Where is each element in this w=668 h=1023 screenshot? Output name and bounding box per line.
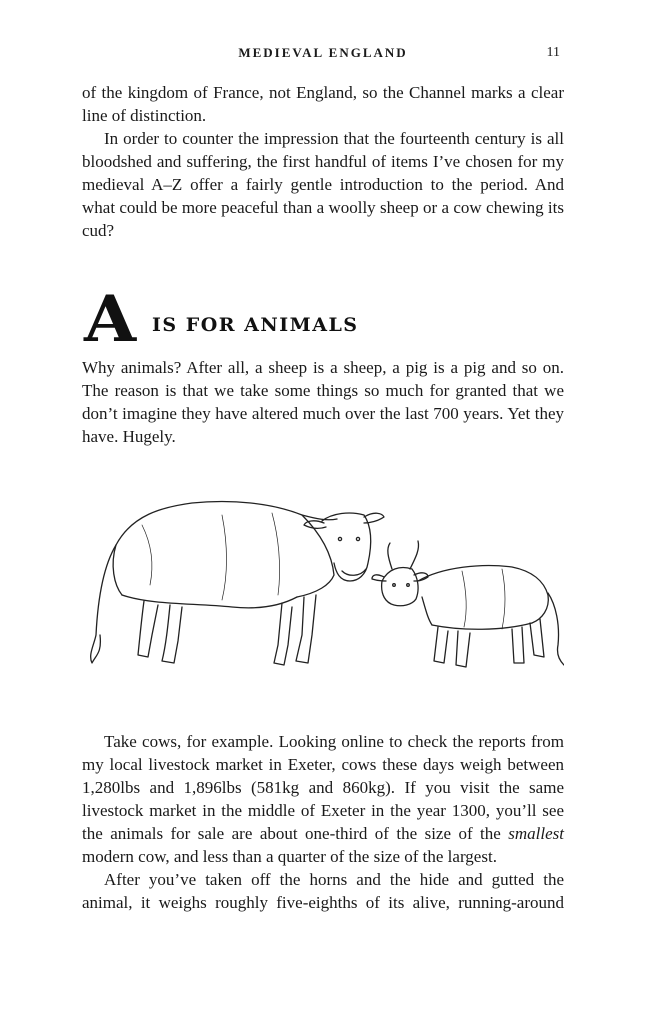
running-title: MEDIEVAL ENGLAND [238, 45, 408, 60]
section-heading [84, 282, 484, 362]
paragraph-cows-text-1: Take cows, for example. Looking online to check the reports from my local livestock market in Exeter, cows these days weigh between 1,280lbs and 1,896lbs (581kg and 860kg). If you visit the same livestock market in the middle of Exeter in the year 1300, you’ll see the animals for sale are about one-third of the size of the [82, 732, 564, 843]
paragraph-why-animals: Why animals? After all, a sheep is a sheep, a pig is a pig and so on. The reason is that we take some things so much for granted that we don’t imagine they have altered much over the last 700 years. Yet they have. Hugely. [82, 358, 564, 446]
paragraph-weight: After you’ve taken off the horns and the hide and gutted the animal, it weighs roughly five-eighths of its alive, running-around [82, 870, 564, 912]
paragraph-intro: In order to counter the impression that the fourteenth century is all bloodshed and suffering, the first handful of items I’ve chosen for my medieval A–Z offer a fairly gentle introduction to the period. And what could be more peaceful than a woolly sheep or a cow chewing its cud? [82, 129, 564, 240]
section-letter: A [84, 282, 137, 357]
section-title: IS FOR ANIMALS [152, 314, 359, 336]
running-header [82, 45, 564, 65]
cows-illustration-icon [82, 485, 564, 695]
small-cow-drawing [372, 541, 564, 667]
large-cow-drawing [91, 502, 384, 666]
paragraph-cows-emphasis: smallest [508, 824, 564, 843]
page-number: 11 [546, 45, 560, 60]
paragraph-cows [82, 730, 564, 868]
paragraph-continuation: of the kingdom of France, not England, so the Channel marks a clear line of distinction. [82, 83, 564, 125]
paragraph-cows-text-2: modern cow, and less than a quarter of the size of the largest. [82, 847, 497, 866]
